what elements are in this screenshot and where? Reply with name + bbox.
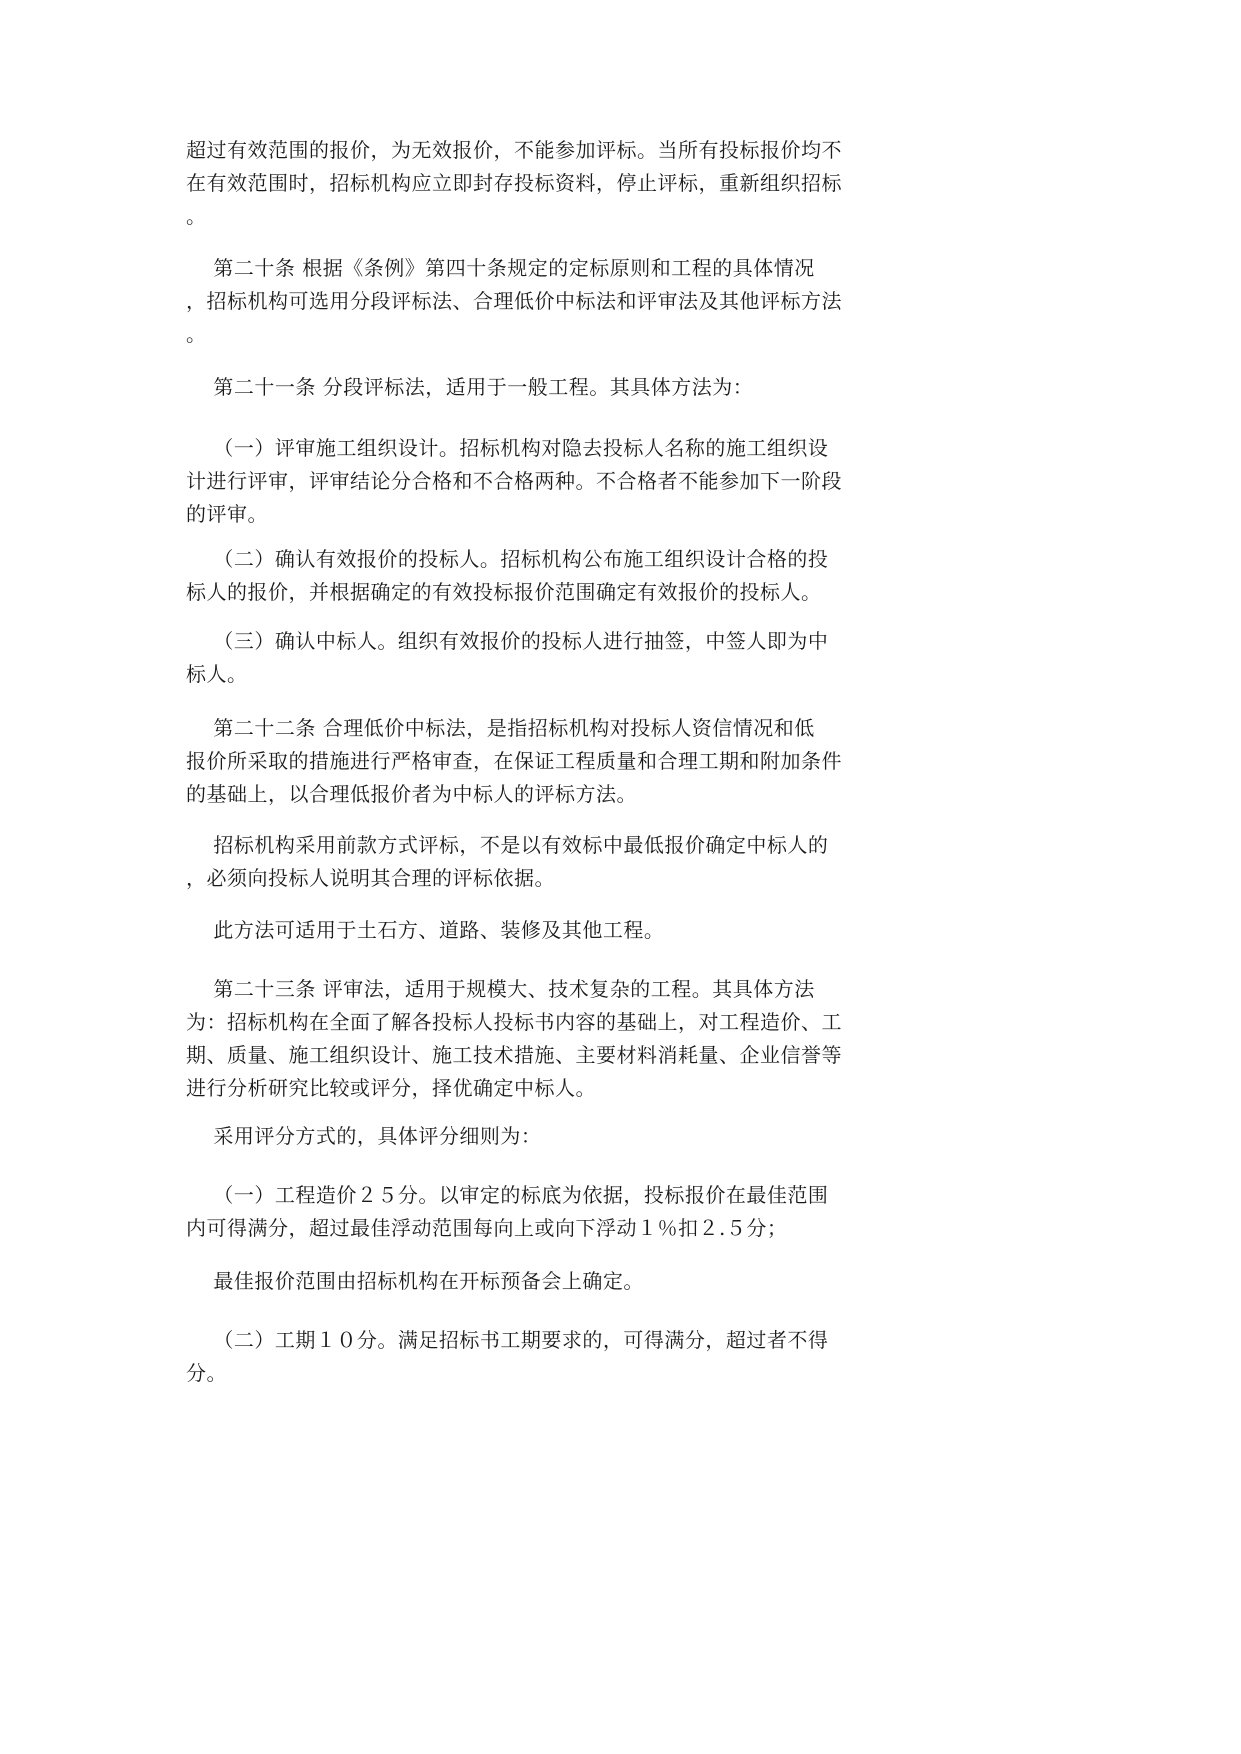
text-line: 最佳报价范围由招标机构在开标预备会上确定。	[186, 1269, 644, 1293]
text-line: （三）确认中标人。组织有效报价的投标人进行抽签，中签人即为中	[186, 629, 829, 653]
text-line: 超过有效范围的报价，为无效报价，不能参加评标。当所有投标报价均不	[186, 138, 842, 162]
text-line: （一）评审施工组织设计。招标机构对隐去投标人名称的施工组织设	[186, 436, 829, 460]
text-line: 的基础上，以合理低报价者为中标人的评标方法。	[186, 782, 637, 806]
text-line: ，招标机构可选用分段评标法、合理低价中标法和评审法及其他评标方法	[186, 289, 842, 313]
text-line: 计进行评审，评审结论分合格和不合格两种。不合格者不能参加下一阶段	[186, 469, 842, 493]
text-line: 采用评分方式的，具体评分细则为：	[186, 1124, 542, 1148]
paragraph-article-23	[186, 973, 842, 1105]
text-line: 。	[186, 322, 207, 346]
paragraph-preceding-method	[186, 829, 828, 895]
text-line: 期、质量、施工组织设计、施工技术措施、主要材料消耗量、企业信誉等	[186, 1043, 842, 1067]
text-line: 第二十三条 评审法，适用于规模大、技术复杂的工程。其具体方法	[186, 977, 815, 1001]
text-line: 在有效范围时，招标机构应立即封存投标资料，停止评标，重新组织招标	[186, 171, 842, 195]
text-line: （一）工程造价２５分。以审定的标底为依据，投标报价在最佳范围	[186, 1183, 829, 1207]
text-line: 报价所采取的措施进行严格审查，在保证工程质量和合理工期和附加条件	[186, 749, 842, 773]
text-line: （二）工期１０分。满足招标书工期要求的，可得满分，超过者不得	[186, 1328, 829, 1352]
paragraph-score-cost	[186, 1179, 828, 1245]
text-line: 标人。	[186, 662, 248, 686]
text-line: 第二十条 根据《条例》第四十条规定的定标原则和工程的具体情况	[186, 256, 815, 280]
text-line: 分。	[186, 1361, 227, 1385]
paragraph-applicable-works	[186, 914, 664, 947]
text-line: 第二十二条 合理低价中标法，是指招标机构对投标人资信情况和低	[186, 716, 815, 740]
text-line: 内可得满分，超过最佳浮动范围每向上或向下浮动１％扣２.５分；	[186, 1216, 788, 1240]
paragraph-scoring-rules	[186, 1120, 541, 1153]
text-line: ，必须向投标人说明其合理的评标依据。	[186, 866, 555, 890]
text-line: 标人的报价，并根据确定的有效投标报价范围确定有效报价的投标人。	[186, 580, 822, 604]
paragraph-item-3-winner	[186, 625, 828, 691]
text-line: 招标机构采用前款方式评标，不是以有效标中最低报价确定中标人的	[186, 833, 829, 857]
paragraph-article-22	[186, 712, 842, 811]
paragraph-invalid-bid	[186, 134, 842, 233]
paragraph-article-21	[186, 371, 753, 404]
text-line: 的评审。	[186, 502, 268, 526]
text-line: （二）确认有效报价的投标人。招标机构公布施工组织设计合格的投	[186, 547, 829, 571]
text-line: 第二十一条 分段评标法，适用于一般工程。其具体方法为：	[186, 375, 754, 399]
text-line: 进行分析研究比较或评分，择优确定中标人。	[186, 1076, 596, 1100]
paragraph-score-duration	[186, 1324, 828, 1390]
paragraph-article-20	[186, 252, 842, 351]
text-line: 。	[186, 204, 207, 228]
paragraph-item-1-review	[186, 432, 842, 531]
text-line: 此方法可适用于土石方、道路、装修及其他工程。	[186, 918, 665, 942]
paragraph-item-2-valid-bidder	[186, 543, 828, 609]
text-line: 为：招标机构在全面了解各投标人投标书内容的基础上，对工程造价、工	[186, 1010, 842, 1034]
paragraph-best-range	[186, 1265, 644, 1298]
